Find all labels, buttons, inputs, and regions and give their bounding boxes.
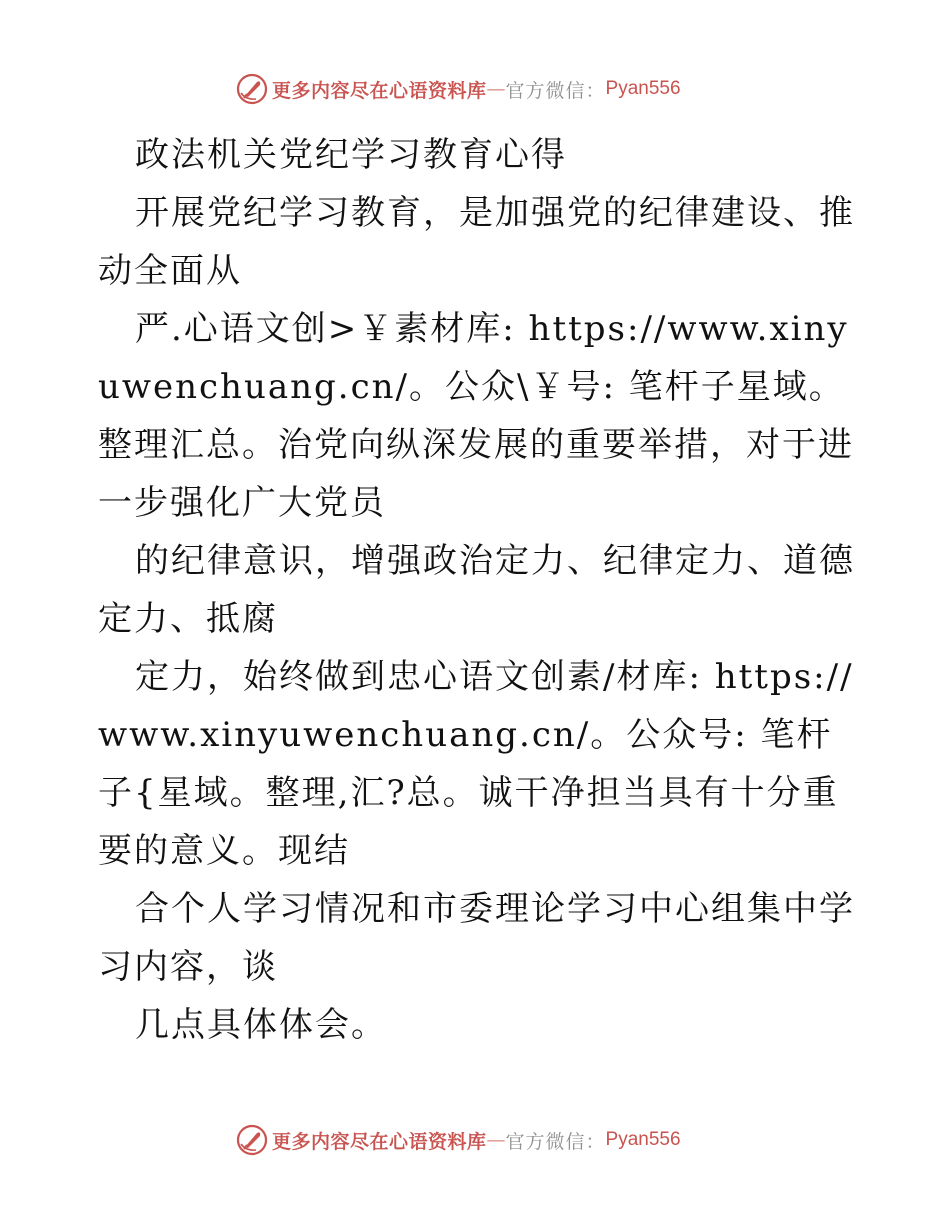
- paragraph: 几点具体体会。: [135, 1005, 387, 1045]
- paragraph: 开展党纪学习教育，是加强党的纪律建设、推动全面从: [98, 193, 855, 291]
- footer-banner: [236, 1123, 681, 1157]
- banner-brand-text: 更多内容尽在心语资料库: [272, 79, 487, 102]
- header-banner: [236, 72, 681, 106]
- paragraph: 严.心语文创>￥素材库: https://www.xinyuwenchuang.cn/。公众\￥号: 笔杆子星域。整理汇总。治党向纵深发展的重要举措，对于进一步强化广大党员: [98, 309, 854, 523]
- paragraph: 合个人学习情况和市委理论学习中心组集中学习内容，谈: [98, 889, 855, 987]
- quill-pen-icon: [236, 73, 268, 105]
- banner-separator: —: [486, 1129, 506, 1151]
- banner-brand-text: 更多内容尽在心语资料库: [272, 1130, 487, 1153]
- banner-wechat-id: Pyan556: [605, 1129, 681, 1150]
- banner-official-label: 官方微信：: [505, 1130, 606, 1153]
- banner-wechat-id: Pyan556: [605, 78, 681, 99]
- document-body: [98, 126, 858, 1054]
- banner-separator: —: [486, 78, 506, 100]
- banner-official-label: 官方微信：: [505, 79, 606, 102]
- paragraph: 的纪律意识，增强政治定力、纪律定力、道德定力、抵腐: [98, 541, 855, 639]
- paragraph: 定力，始终做到忠心语文创素/材库: https://www.xinyuwenchuang.cn/。公众号: 笔杆子{星域。整理,汇?总。诚干净担当具有十分重要的意义。现结: [98, 657, 854, 871]
- quill-pen-icon: [236, 1124, 268, 1156]
- document-title: 政法机关党纪学习教育心得: [135, 135, 567, 175]
